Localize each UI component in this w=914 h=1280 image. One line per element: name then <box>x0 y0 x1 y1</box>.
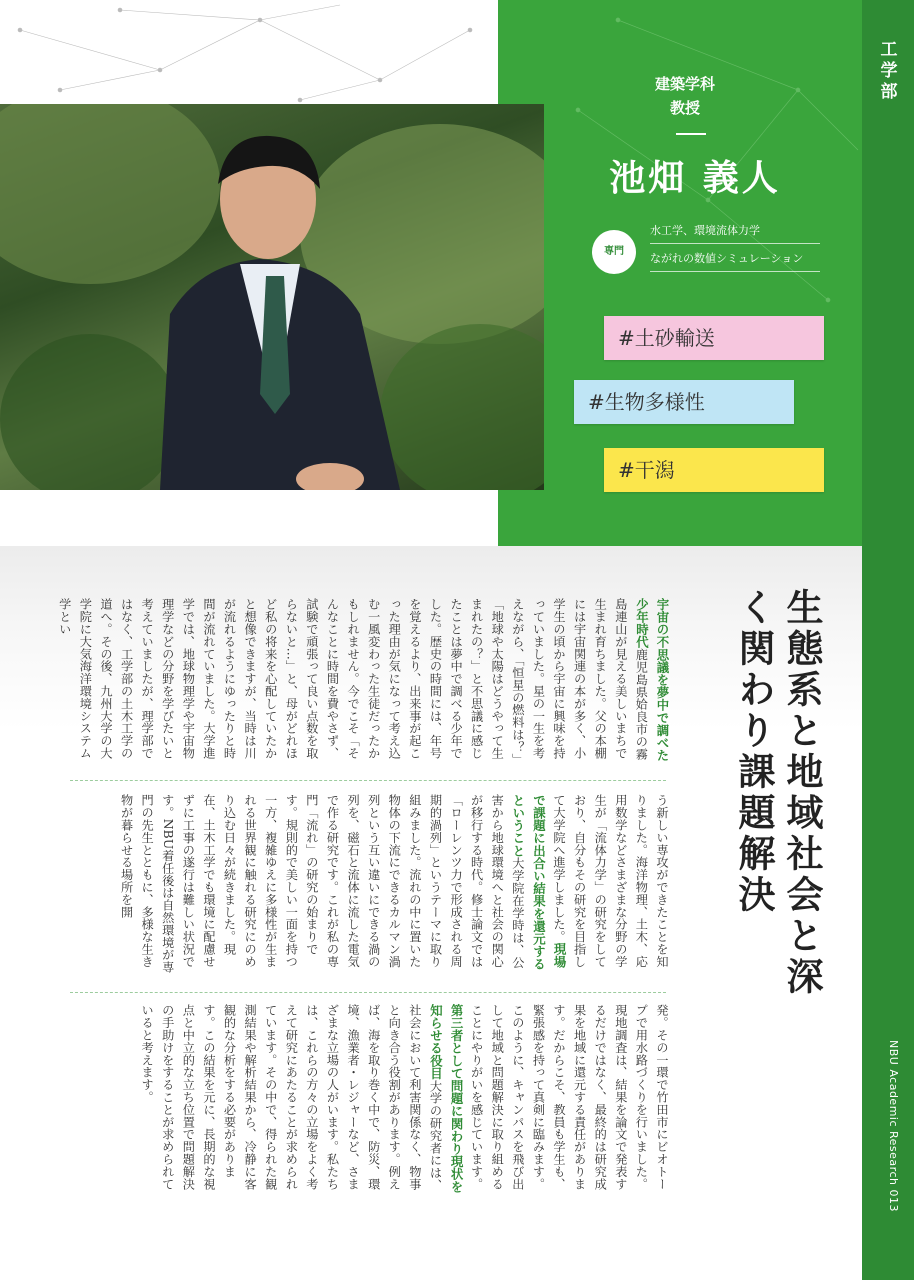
section-body: う新しい専攻ができたことを知りました。海洋物理、土木、応用数学などさまざまな分野の学生が「流体力学」の研究をしており、自分もその研究を目指して大学院へ進学しました。 <box>552 794 669 968</box>
section-body: 大学院在学時は、公害から地球環境へと社会の関心が移行する時代。修士論文では「ローレンツ力で形成される周期的渦列」というテーマに取り組みました。流れの中に置いた物体の下流にできるカルマン渦列という互い違いにできる渦の列を、磁石と流体に流した電気で作る研究です。これが私の専門「流れ」の研究の始まりです。規則的で美しい一面を持つ一方、複雑ゆえに多様性が生まれる世界観に触れる研究にのめり込む日々が続きました。 <box>222 794 525 969</box>
tag-biodiversity: #生物多様性 <box>574 380 794 424</box>
section-body: 大学の研究者には、社会において利害関係なく、物事と向き合う役割があります。例えば、海を取り巻く中で、防災、環境、漁業者・レジャーなど、さまざまな立場の人がいます。私たちは、これらの方々の立場をよく考えて研究にあたることが求められています。その中で、得られた観測結果や解析結果から、冷静に客観的な分析をする必要があります。この結果を元に、長期的な視点と中立的な立ち位置で問題解決の手助けをすることが求められていると考えます。 <box>140 1004 443 1192</box>
section-heading: 第三者として問題に関わり現状を知らせる役目 <box>428 1004 465 1193</box>
specialty-line: ながれの数値シミュレーション <box>650 250 820 272</box>
article-row-3 <box>72 1004 672 1194</box>
section-divider <box>70 780 666 781</box>
section-body: 現在、土木工学でも環境に配慮せずに工事の遂行は難しい状況です。NBU着任後は自然環境が専門の先生とともに、多様な生き物が暮らせる場所を開 <box>119 794 237 974</box>
tag-sediment: #土砂輸送 <box>604 316 824 360</box>
article-row-2 <box>72 794 672 976</box>
publication-footer: NBU Academic Research 013 <box>887 1040 900 1212</box>
section-heading: 現場で課題に出合い結果を還元するということ <box>510 794 568 971</box>
section-body: 大学進学では、地球物理学や宇宙物理学などの分野を学びたいと考えていましたが、理学部ではなく、工学部の土木工学の道へ。その後、九州大学の大学院に大気海洋環境システム学とい <box>57 598 216 760</box>
portrait-photo <box>0 104 544 490</box>
faculty-label: 工学部 <box>880 40 898 102</box>
specialty-badge: 専門 <box>592 230 636 274</box>
section-heading: 宇宙の不思議を夢中で調べた少年時代 <box>634 598 670 762</box>
specialty-line: 水工学、環境流体力学 <box>650 222 820 244</box>
tag-tidal-flat: #干潟 <box>604 448 824 492</box>
position: 教授 <box>669 99 700 117</box>
divider <box>676 133 706 135</box>
section-divider <box>70 992 666 993</box>
article-row-1 <box>57 598 672 770</box>
department: 建築学科 <box>654 75 715 93</box>
photo-margin <box>0 490 498 546</box>
section-body: 発。その一環で竹田市にビオトープで用水路づくりを行いました。現地調査は、結果を論文で発表するだけではなく、最終的は研究成果を地域に還元する責任があります。だからこそ、教員も学生も、緊張感を持って真剣に臨みます。このように、キャンパスを飛び出して地域と問題解決に取り組めることにやりがいを感じています。 <box>469 1004 669 1190</box>
department-block <box>560 72 810 120</box>
section-body: 鹿児島県姶良市の霧島連山が見える美しいまちで生まれ育ちました。父の本棚には宇宙関連の本が多く、小学生の頃から宇宙に興味を持っていました。星の一生を考えながら、「恒星の燃料は？」「地球や太陽はどうやって生まれたの？」と不思議に感じたことは夢中で調べる少年でした。歴史の時間には、年号を覚えるより、出来事が起こった理由が気になって考え込む一風変わった生徒だったかもしれません。今でこそ「そんなことに時間を費やさず、試験で頑張って良い点数を取らないと…」と、母がどれほど私の将来を心配していたかと想像できますが、当時は川が流れるようにゆったりと時間が流れていました。 <box>201 598 649 766</box>
article-headline: 生態系と地域社会と深く関わり課題解決 <box>732 588 824 998</box>
person-name: 池畑 義人 <box>609 158 781 199</box>
